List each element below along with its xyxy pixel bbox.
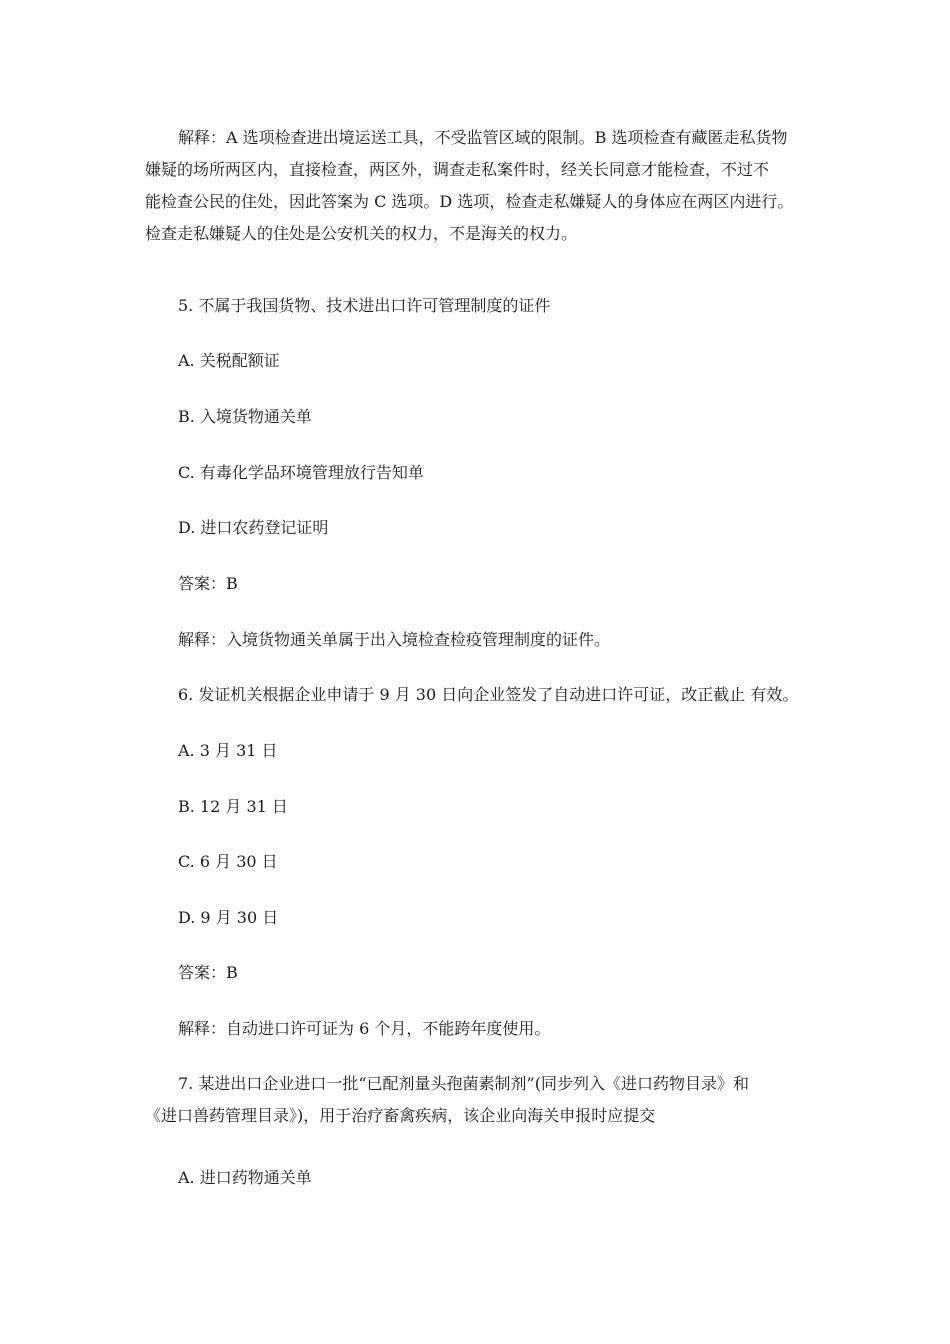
q7-option-a: A. 进口药物通关单 [178, 1168, 312, 1187]
q5-option-b: B. 入境货物通关单 [178, 407, 312, 426]
q6-option-a: A. 3 月 31 日 [178, 741, 278, 760]
q5-question: 5. 不属于我国货物、技术进出口许可管理制度的证件 [178, 296, 551, 315]
q6-question: 6. 发证机关根据企业申请于 9 月 30 日向企业签发了自动进口许可证，改正截止 有效。 [178, 685, 799, 704]
q5-explanation: 解释：入境货物通关单属于出入境检查检疫管理制度的证件。 [178, 630, 611, 649]
q4-explanation-line: 检查走私嫌疑人的住处是公安机关的权力，不是海关的权力。 [145, 224, 578, 243]
q5-option-d: D. 进口农药登记证明 [178, 518, 329, 537]
q5-option-c: C. 有毒化学品环境管理放行告知单 [178, 463, 424, 482]
q6-option-d: D. 9 月 30 日 [178, 908, 279, 927]
q5-option-a: A. 关税配额证 [178, 351, 280, 370]
q7-question [145, 1068, 810, 1132]
q6-answer: 答案：B [178, 963, 238, 982]
q6-option-b: B. 12 月 31 日 [178, 797, 288, 816]
q4-explanation-line: 能检查公民的住处，因此答案为 C 选项。D 选项，检查走私嫌疑人的身体应在两区内进行。 [145, 192, 794, 211]
q4-explanation [145, 122, 810, 250]
q5-answer: 答案：B [178, 574, 238, 593]
q6-explanation: 解释：自动进口许可证为 6 个月，不能跨年度使用。 [178, 1019, 551, 1038]
q6-option-c: C. 6 月 30 日 [178, 852, 278, 871]
q7-question-line: 7. 某进出口企业进口一批“已配剂量头孢菌素制剂”(同步列入《进口药物目录》和 [178, 1074, 749, 1093]
q7-question-line: 《进口兽药管理目录》)，用于治疗畜禽疾病，该企业向海关申报时应提交 [145, 1106, 656, 1125]
q4-explanation-line: 解释：A 选项检查进出境运送工具，不受监管区域的限制。B 选项检查有藏匿走私货物 [178, 128, 788, 147]
q4-explanation-line: 嫌疑的场所两区内，直接检查，两区外，调查走私案件时，经关长同意才能检查，不过不 [145, 160, 770, 179]
